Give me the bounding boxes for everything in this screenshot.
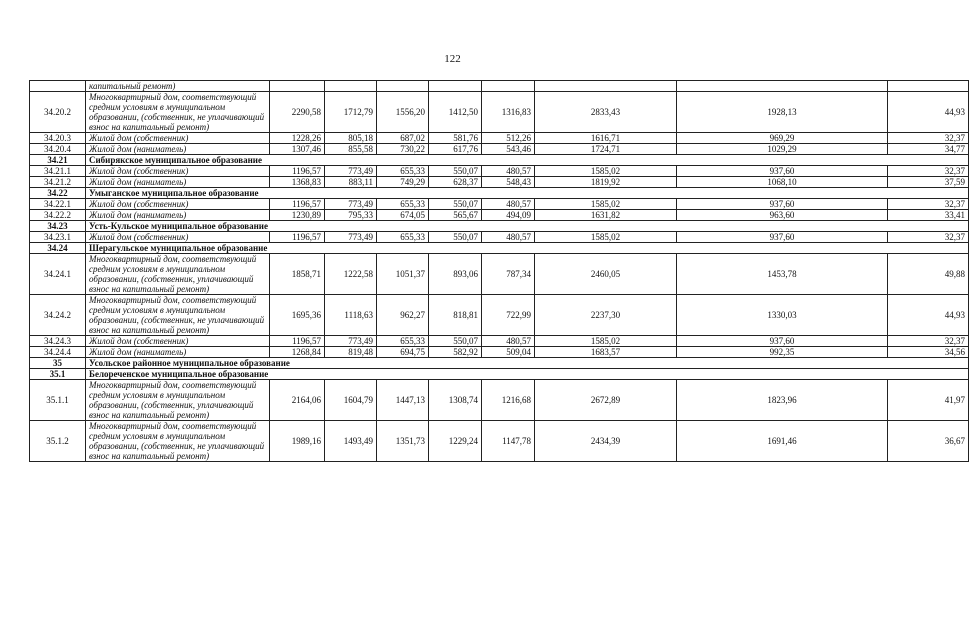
table-row: [30, 421, 969, 462]
value-cell: 694,75: [377, 347, 429, 358]
row-description: Жилой дом (собственник): [86, 232, 270, 243]
value-cell: 819,48: [325, 347, 377, 358]
value-cell: 1229,24: [429, 421, 482, 462]
value-cell: 893,06: [429, 254, 482, 295]
value-cell: 1216,68: [482, 380, 535, 421]
section-code: 35: [30, 358, 86, 369]
value-cell: 1695,36: [270, 295, 325, 336]
value-cell: 480,57: [482, 336, 535, 347]
row-description: Жилой дом (собственник): [86, 166, 270, 177]
value-cell: 34,77: [888, 144, 969, 155]
value-cell: 1351,73: [377, 421, 429, 462]
table-row: [30, 210, 969, 221]
value-cell: 550,07: [429, 166, 482, 177]
value-cell: 32,37: [888, 336, 969, 347]
value-cell: 49,88: [888, 254, 969, 295]
section-title: Усть-Кульское муниципальное образование: [86, 221, 969, 232]
value-cell: 1928,13: [677, 92, 888, 133]
value-cell: 1585,02: [535, 199, 677, 210]
value-cell: 937,60: [677, 336, 888, 347]
page-number: 122: [444, 53, 461, 65]
value-cell: 655,33: [377, 232, 429, 243]
value-cell: 41,97: [888, 380, 969, 421]
table-row: [30, 188, 969, 199]
row-description: Жилой дом (собственник): [86, 199, 270, 210]
value-cell: 565,67: [429, 210, 482, 221]
value-cell: 34,56: [888, 347, 969, 358]
section-title: Умыганское муниципальное образование: [86, 188, 969, 199]
row-code: 34.23.1: [30, 232, 86, 243]
table-row: [30, 336, 969, 347]
value-cell: 969,29: [677, 133, 888, 144]
value-cell: 1724,71: [535, 144, 677, 155]
row-description: Многоквартирный дом, соответствующий средним условиям в муниципальном образовании, (собственник, не уплачивающий взнос на капитальный ремонт): [86, 92, 270, 133]
section-title: Белореченское муниципальное образование: [86, 369, 969, 380]
value-cell: 2237,30: [535, 295, 677, 336]
value-cell: 550,07: [429, 199, 482, 210]
table-row: [30, 166, 969, 177]
row-code: 34.22.2: [30, 210, 86, 221]
value-cell: 1493,49: [325, 421, 377, 462]
row-code: 34.21.1: [30, 166, 86, 177]
table-row: [30, 380, 969, 421]
value-cell: 1819,92: [535, 177, 677, 188]
value-cell: 1068,10: [677, 177, 888, 188]
row-code: 35.1.2: [30, 421, 86, 462]
tariff-table: [29, 80, 969, 462]
section-code: 34.22: [30, 188, 86, 199]
table-row: [30, 199, 969, 210]
value-cell: 543,46: [482, 144, 535, 155]
value-cell: 2290,58: [270, 92, 325, 133]
value-cell: 787,34: [482, 254, 535, 295]
value-cell: 512,26: [482, 133, 535, 144]
section-title: Усольское районное муниципальное образование: [86, 358, 969, 369]
value-cell: 617,76: [429, 144, 482, 155]
value-cell: 509,04: [482, 347, 535, 358]
row-description: Многоквартирный дом, соответствующий средним условиям в муниципальном образовании, (собственник, уплачивающий взнос на капитальный ремонт): [86, 380, 270, 421]
value-cell: 805,18: [325, 133, 377, 144]
empty-cell: [535, 81, 677, 92]
value-cell: 1222,58: [325, 254, 377, 295]
row-description: Жилой дом (наниматель): [86, 144, 270, 155]
value-cell: 480,57: [482, 199, 535, 210]
value-cell: 937,60: [677, 166, 888, 177]
value-cell: 1368,83: [270, 177, 325, 188]
section-code: 35.1: [30, 369, 86, 380]
row-description: Жилой дом (наниматель): [86, 177, 270, 188]
value-cell: 32,37: [888, 166, 969, 177]
value-cell: 32,37: [888, 232, 969, 243]
section-title: Сибирякское муниципальное образование: [86, 155, 969, 166]
row-code: 34.24.1: [30, 254, 86, 295]
value-cell: 480,57: [482, 166, 535, 177]
value-cell: 548,43: [482, 177, 535, 188]
table-row: [30, 295, 969, 336]
value-cell: 1118,63: [325, 295, 377, 336]
table-row: [30, 155, 969, 166]
table-row: [30, 177, 969, 188]
row-code: 34.20.4: [30, 144, 86, 155]
row-code: 34.22.1: [30, 199, 86, 210]
value-cell: 1330,03: [677, 295, 888, 336]
row-description: Жилой дом (собственник): [86, 133, 270, 144]
table-row: [30, 254, 969, 295]
value-cell: 655,33: [377, 199, 429, 210]
value-cell: 749,29: [377, 177, 429, 188]
value-cell: 44,93: [888, 295, 969, 336]
value-cell: 1316,83: [482, 92, 535, 133]
value-cell: 1196,57: [270, 336, 325, 347]
row-code: [30, 81, 86, 92]
row-description: Многоквартирный дом, соответствующий средним условиям в муниципальном образовании, (собственник, уплачивающий взнос на капитальный ремонт): [86, 254, 270, 295]
row-description: Жилой дом (собственник): [86, 336, 270, 347]
value-cell: 1196,57: [270, 232, 325, 243]
value-cell: 37,59: [888, 177, 969, 188]
row-description: Многоквартирный дом, соответствующий средним условиям в муниципальном образовании, (собственник, не уплачивающий взнос на капитальный ремонт): [86, 421, 270, 462]
value-cell: 963,60: [677, 210, 888, 221]
value-cell: 550,07: [429, 232, 482, 243]
value-cell: 1029,29: [677, 144, 888, 155]
value-cell: 1691,46: [677, 421, 888, 462]
value-cell: 1268,84: [270, 347, 325, 358]
value-cell: 795,33: [325, 210, 377, 221]
value-cell: 1585,02: [535, 232, 677, 243]
value-cell: 1858,71: [270, 254, 325, 295]
value-cell: 722,99: [482, 295, 535, 336]
value-cell: 855,58: [325, 144, 377, 155]
empty-cell: [677, 81, 888, 92]
value-cell: 1051,37: [377, 254, 429, 295]
value-cell: 2672,89: [535, 380, 677, 421]
value-cell: 1989,16: [270, 421, 325, 462]
table-row: [30, 221, 969, 232]
value-cell: 1230,89: [270, 210, 325, 221]
section-title: Шерагульское муниципальное образование: [86, 243, 969, 254]
value-cell: 655,33: [377, 166, 429, 177]
table-row: [30, 243, 969, 254]
empty-cell: [482, 81, 535, 92]
row-description: Жилой дом (наниматель): [86, 347, 270, 358]
empty-cell: [888, 81, 969, 92]
row-code: 34.21.2: [30, 177, 86, 188]
section-code: 34.23: [30, 221, 86, 232]
row-description: капитальный ремонт): [86, 81, 270, 92]
value-cell: 480,57: [482, 232, 535, 243]
value-cell: 494,09: [482, 210, 535, 221]
row-code: 35.1.1: [30, 380, 86, 421]
value-cell: 1447,13: [377, 380, 429, 421]
value-cell: 962,27: [377, 295, 429, 336]
empty-cell: [325, 81, 377, 92]
table-row: [30, 133, 969, 144]
row-code: 34.24.3: [30, 336, 86, 347]
value-cell: 937,60: [677, 199, 888, 210]
value-cell: 36,67: [888, 421, 969, 462]
value-cell: 1712,79: [325, 92, 377, 133]
value-cell: 1604,79: [325, 380, 377, 421]
value-cell: 1683,57: [535, 347, 677, 358]
value-cell: 992,35: [677, 347, 888, 358]
value-cell: 1147,78: [482, 421, 535, 462]
value-cell: 773,49: [325, 232, 377, 243]
row-description: Многоквартирный дом, соответствующий средним условиям в муниципальном образовании, (собственник, не уплачивающий взнос на капитальный ремонт): [86, 295, 270, 336]
value-cell: 883,11: [325, 177, 377, 188]
value-cell: 628,37: [429, 177, 482, 188]
value-cell: 655,33: [377, 336, 429, 347]
value-cell: 937,60: [677, 232, 888, 243]
value-cell: 33,41: [888, 210, 969, 221]
value-cell: 44,93: [888, 92, 969, 133]
value-cell: 773,49: [325, 199, 377, 210]
value-cell: 773,49: [325, 166, 377, 177]
value-cell: 1228,26: [270, 133, 325, 144]
value-cell: 2460,05: [535, 254, 677, 295]
value-cell: 773,49: [325, 336, 377, 347]
value-cell: 1308,74: [429, 380, 482, 421]
table-body: [30, 81, 969, 462]
value-cell: 1307,46: [270, 144, 325, 155]
value-cell: 32,37: [888, 199, 969, 210]
value-cell: 1823,96: [677, 380, 888, 421]
value-cell: 1556,20: [377, 92, 429, 133]
value-cell: 1631,82: [535, 210, 677, 221]
table-row: [30, 232, 969, 243]
value-cell: 1196,57: [270, 199, 325, 210]
table-row: [30, 144, 969, 155]
row-code: 34.20.3: [30, 133, 86, 144]
value-cell: 1585,02: [535, 166, 677, 177]
value-cell: 1453,78: [677, 254, 888, 295]
table-row: [30, 369, 969, 380]
value-cell: 2833,43: [535, 92, 677, 133]
value-cell: 32,37: [888, 133, 969, 144]
empty-cell: [429, 81, 482, 92]
section-code: 34.21: [30, 155, 86, 166]
row-code: 34.24.4: [30, 347, 86, 358]
value-cell: 730,22: [377, 144, 429, 155]
value-cell: 687,02: [377, 133, 429, 144]
section-code: 34.24: [30, 243, 86, 254]
value-cell: 674,05: [377, 210, 429, 221]
table-row: [30, 347, 969, 358]
table-row: [30, 81, 969, 92]
row-code: 34.20.2: [30, 92, 86, 133]
value-cell: 818,81: [429, 295, 482, 336]
value-cell: 2164,06: [270, 380, 325, 421]
table-row: [30, 92, 969, 133]
empty-cell: [270, 81, 325, 92]
value-cell: 582,92: [429, 347, 482, 358]
empty-cell: [377, 81, 429, 92]
value-cell: 581,76: [429, 133, 482, 144]
table-row: [30, 358, 969, 369]
row-description: Жилой дом (наниматель): [86, 210, 270, 221]
row-code: 34.24.2: [30, 295, 86, 336]
value-cell: 2434,39: [535, 421, 677, 462]
value-cell: 1412,50: [429, 92, 482, 133]
value-cell: 1585,02: [535, 336, 677, 347]
value-cell: 1196,57: [270, 166, 325, 177]
value-cell: 550,07: [429, 336, 482, 347]
value-cell: 1616,71: [535, 133, 677, 144]
